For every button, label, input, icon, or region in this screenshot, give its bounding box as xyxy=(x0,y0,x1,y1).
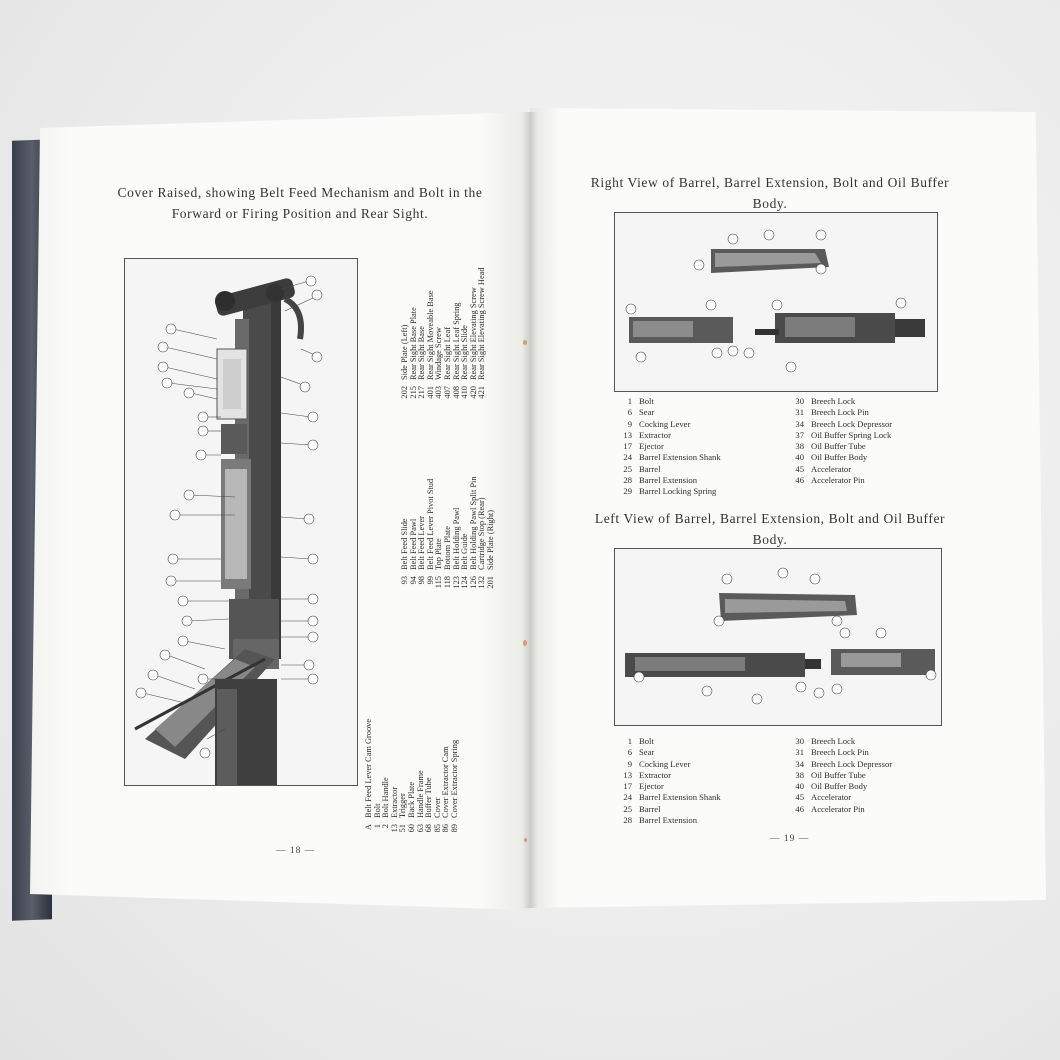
part-number: 51 xyxy=(398,824,408,833)
parts-list-item xyxy=(427,476,436,592)
parts-list-item xyxy=(786,770,892,781)
part-number: 24 xyxy=(623,792,632,803)
part-label: Cover Extractor Cam xyxy=(441,746,451,818)
foxing-spot xyxy=(524,838,527,842)
part-number: 99 xyxy=(425,576,435,585)
part-label: Accelerator xyxy=(811,792,852,803)
part-label: Sear xyxy=(639,407,655,418)
left-title-line-2: Forward or Firing Position and Rear Sight. xyxy=(171,206,429,221)
part-number: 6 xyxy=(627,407,632,418)
part-label: Breech Lock Depressor xyxy=(811,758,893,769)
part-number: 25 xyxy=(623,463,632,474)
parts-list-item xyxy=(478,267,487,402)
part-number: 13 xyxy=(389,824,399,833)
part-label: Oil Buffer Tube xyxy=(811,441,866,452)
part-number: 410 xyxy=(460,386,470,399)
part-label: Bolt xyxy=(639,736,654,746)
part-number: 40 xyxy=(795,781,804,792)
part-label: Belt Feed Lever Cam Groove xyxy=(364,718,373,818)
part-number: 132 xyxy=(477,576,487,589)
part-label: Barrel Extension xyxy=(639,475,697,486)
part-label: Side Plate (Left) xyxy=(400,324,409,380)
part-label: Rear Sight Leaf xyxy=(442,326,452,380)
part-label: Barrel xyxy=(639,803,661,814)
barrel-left-view-photo xyxy=(614,548,942,726)
right-bottom-title xyxy=(560,508,980,550)
part-number: 1 xyxy=(372,824,382,829)
part-label: Barrel Extension xyxy=(639,815,697,826)
part-label: Belt Feed Lever xyxy=(417,516,427,570)
part-label: Ejector xyxy=(639,441,664,452)
part-number: 38 xyxy=(795,441,804,452)
parts-list-item xyxy=(382,719,391,840)
right-top-parts-list-right xyxy=(786,396,892,486)
left-page-title xyxy=(100,182,500,224)
right-top-title xyxy=(560,172,980,214)
parts-list-item xyxy=(786,430,892,441)
parts-list-item xyxy=(614,396,721,407)
part-number: 25 xyxy=(623,803,632,814)
parts-list-item xyxy=(614,430,721,441)
part-number: 89 xyxy=(449,824,459,833)
part-label: Bottom Plate xyxy=(442,526,452,570)
part-number: 60 xyxy=(406,824,416,833)
part-label: Barrel Extension Shank xyxy=(639,452,721,463)
part-number: 34 xyxy=(795,758,804,769)
parts-list-item xyxy=(614,792,721,803)
part-number: 45 xyxy=(795,792,804,803)
parts-list-item xyxy=(365,719,374,840)
part-number: 9 xyxy=(627,758,632,769)
part-label: Belt Feed Pawl xyxy=(408,518,418,570)
parts-list-item xyxy=(786,407,892,418)
part-number: 30 xyxy=(795,736,804,746)
part-number: 94 xyxy=(408,576,418,585)
part-number: 2 xyxy=(381,824,391,829)
barrel-right-view-photo xyxy=(614,212,938,392)
left-page-number: — 18 — xyxy=(276,846,316,856)
part-label: Belt Guide xyxy=(460,533,470,570)
part-label: Accelerator xyxy=(811,463,852,474)
part-label: Accelerator Pin xyxy=(811,475,865,486)
part-label: Extractor xyxy=(389,786,399,818)
part-number: 217 xyxy=(417,386,427,399)
part-label: Belt Feed Slide xyxy=(400,518,409,570)
part-label: Oil Buffer Body xyxy=(811,452,868,463)
part-label: Rear Sight Base Plate xyxy=(408,307,418,380)
parts-list-item xyxy=(391,719,400,840)
parts-list-item xyxy=(614,452,721,463)
parts-list-item xyxy=(614,815,721,826)
part-label: Barrel xyxy=(639,463,661,474)
part-label: Barrel Extension Shank xyxy=(639,792,721,803)
parts-list-item xyxy=(614,770,721,781)
parts-list-item xyxy=(786,441,892,452)
part-label: Cover xyxy=(432,797,442,818)
parts-list-item xyxy=(786,759,892,770)
part-label: Breech Lock Depressor xyxy=(811,418,893,429)
part-number: 1 xyxy=(627,396,632,406)
part-number: 1 xyxy=(627,736,632,746)
part-number: 30 xyxy=(795,396,804,406)
parts-list-item xyxy=(399,719,408,840)
part-label: Rear Sight Leaf Spring xyxy=(451,302,461,380)
part-number: 86 xyxy=(441,824,451,833)
part-number: 98 xyxy=(417,576,427,585)
part-number: 13 xyxy=(623,769,632,780)
parts-list-item xyxy=(614,747,721,758)
part-number: 201 xyxy=(485,576,495,589)
part-label: Barrel Locking Spring xyxy=(639,486,717,497)
part-label: Top Plate xyxy=(434,538,444,570)
part-number: 401 xyxy=(425,386,435,399)
part-number: A xyxy=(364,824,373,831)
foxing-spot xyxy=(523,640,527,646)
part-label: Buffer Tube xyxy=(424,777,434,818)
left-parts-list-col-a xyxy=(365,719,460,840)
right-bottom-parts-list-right xyxy=(786,736,892,815)
parts-list-item xyxy=(786,781,892,792)
part-number: 28 xyxy=(623,815,632,826)
right-page-number: — 19 — xyxy=(770,834,810,844)
part-label: Rear Sight Base xyxy=(417,326,427,380)
barrel-left-view-illustration xyxy=(615,549,941,725)
part-label: Side Plate (Right) xyxy=(485,509,495,570)
part-label: Back Plate xyxy=(406,781,416,818)
part-label: Oil Buffer Body xyxy=(811,781,868,792)
barrel-right-view-illustration xyxy=(615,213,937,391)
part-number: 29 xyxy=(623,486,632,497)
part-label: Breech Lock Pin xyxy=(811,747,869,758)
parts-list-item xyxy=(614,486,721,497)
belt-feed-mechanism-photo xyxy=(124,258,358,786)
part-number: 38 xyxy=(795,769,804,780)
right-bottom-title-line-2: Body. xyxy=(752,532,788,547)
part-number: 420 xyxy=(468,386,478,399)
part-number: 115 xyxy=(434,576,444,589)
part-label: Breech Lock xyxy=(811,396,856,406)
part-number: 45 xyxy=(795,463,804,474)
parts-list-item xyxy=(786,804,892,815)
part-label: Cartridge Stop (Rear) xyxy=(477,497,487,570)
left-title-line-1: Cover Raised, showing Belt Feed Mechanism and Bolt in the xyxy=(117,185,483,200)
part-number: 63 xyxy=(415,824,425,833)
part-label: Sear xyxy=(639,747,655,758)
parts-list-item xyxy=(614,464,721,475)
parts-list-item xyxy=(451,719,460,840)
parts-list-item xyxy=(614,419,721,430)
part-label: Rear Sight Slide xyxy=(460,325,470,380)
part-number: 407 xyxy=(442,386,452,399)
part-number: 124 xyxy=(460,576,470,589)
part-label: Extractor xyxy=(639,769,671,780)
part-number: 126 xyxy=(468,576,478,589)
part-number: 202 xyxy=(400,386,409,399)
part-number: 31 xyxy=(795,747,804,758)
part-number: 421 xyxy=(477,386,487,399)
parts-list-item xyxy=(614,441,721,452)
part-label: Breech Lock xyxy=(811,736,856,746)
part-label: Belt Holding Pawl xyxy=(451,507,461,570)
part-number: 6 xyxy=(627,747,632,758)
part-number: 408 xyxy=(451,386,461,399)
parts-list-item xyxy=(614,475,721,486)
part-number: 118 xyxy=(442,576,452,589)
left-parts-list-col-c xyxy=(401,267,487,402)
part-number: 9 xyxy=(627,418,632,429)
part-label: Rear Sight Elevating Screw xyxy=(468,287,478,380)
parts-list-item xyxy=(614,759,721,770)
parts-list-item xyxy=(614,781,721,792)
machine-gun-illustration xyxy=(125,259,357,785)
part-label: Belt Feed Lever Pivot Stud xyxy=(425,478,435,570)
parts-list-item xyxy=(614,804,721,815)
part-number: 37 xyxy=(795,429,804,440)
part-label: Rear Sight Elevating Screw Head xyxy=(477,267,487,380)
part-label: Trigger xyxy=(398,793,408,818)
part-number: 28 xyxy=(623,475,632,486)
part-label: Oil Buffer Tube xyxy=(811,769,866,780)
part-number: 17 xyxy=(623,441,632,452)
part-number: 31 xyxy=(795,407,804,418)
part-label: Accelerator Pin xyxy=(811,803,865,814)
part-label: Bolt xyxy=(372,803,382,818)
part-label: Cocking Lever xyxy=(639,758,691,769)
part-label: Cocking Lever xyxy=(639,418,691,429)
part-number: 93 xyxy=(400,576,409,585)
part-number: 34 xyxy=(795,418,804,429)
part-number: 215 xyxy=(408,386,418,399)
part-label: Bolt Handle xyxy=(381,777,391,818)
part-number: 46 xyxy=(795,475,804,486)
parts-list-item xyxy=(614,407,721,418)
right-bottom-title-line-1: Left View of Barrel, Barrel Extension, Bolt and Oil Buffer xyxy=(594,511,946,526)
part-label: Belt Holding Pawl Split Pin xyxy=(468,476,478,570)
parts-list-item xyxy=(614,736,721,747)
parts-list-item xyxy=(425,719,434,840)
parts-list-item xyxy=(786,792,892,803)
parts-list-item xyxy=(786,464,892,475)
part-label: Oil Buffer Spring Lock xyxy=(811,429,892,440)
parts-list-item xyxy=(786,736,892,747)
part-number: 85 xyxy=(432,824,442,833)
part-number: 24 xyxy=(623,452,632,463)
part-number: 68 xyxy=(424,824,434,833)
right-top-parts-list-left xyxy=(614,396,721,498)
parts-list-item xyxy=(487,476,496,592)
parts-list-item xyxy=(786,747,892,758)
part-number: 46 xyxy=(795,803,804,814)
foxing-spot xyxy=(523,340,527,345)
left-parts-list-col-b xyxy=(401,476,496,592)
part-label: Rear Sight Moveable Base xyxy=(425,290,435,380)
part-label: Ejector xyxy=(639,781,664,792)
part-label: Bolt xyxy=(639,396,654,406)
parts-list-item xyxy=(786,396,892,407)
part-number: 123 xyxy=(451,576,461,589)
part-number: 13 xyxy=(623,429,632,440)
right-bottom-parts-list-left xyxy=(614,736,721,826)
part-number: 40 xyxy=(795,452,804,463)
book-gutter xyxy=(522,112,538,908)
part-number: 17 xyxy=(623,781,632,792)
parts-list-item xyxy=(786,475,892,486)
part-label: Handle Frame xyxy=(415,770,425,818)
parts-list-item xyxy=(786,419,892,430)
part-label: Breech Lock Pin xyxy=(811,407,869,418)
part-label: Cover Extractor Spring xyxy=(449,739,459,818)
parts-list-item xyxy=(786,452,892,463)
part-number: 403 xyxy=(434,386,444,399)
right-top-title-line-2: Body. xyxy=(752,196,788,211)
right-top-title-line-1: Right View of Barrel, Barrel Extension, Bolt and Oil Buffer xyxy=(590,175,950,190)
part-label: Windage Screw xyxy=(434,327,444,380)
part-label: Extractor xyxy=(639,429,671,440)
